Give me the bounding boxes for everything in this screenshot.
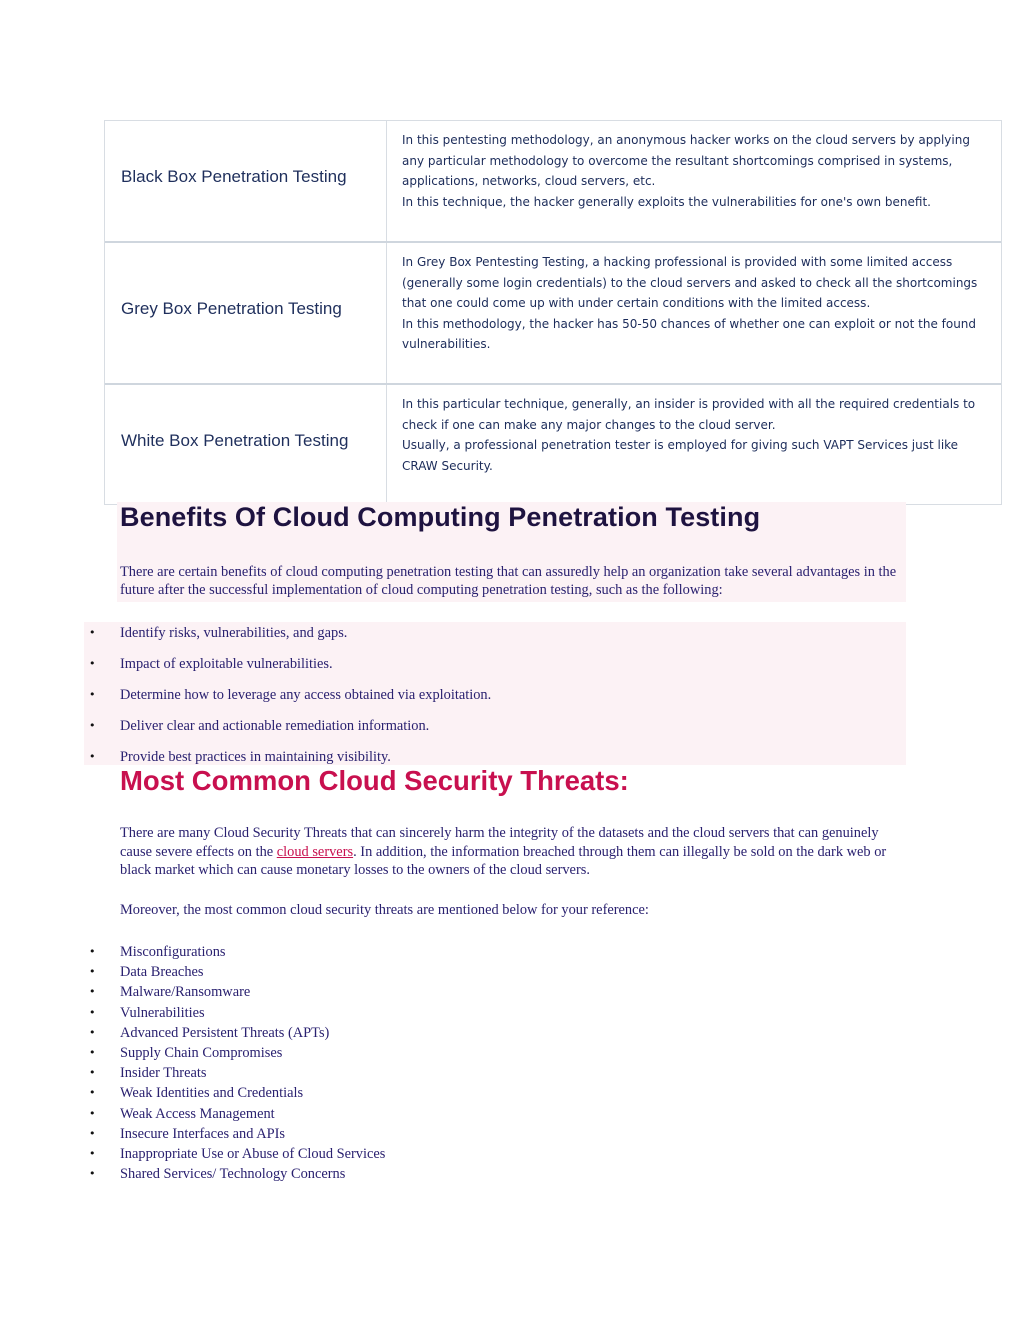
list-item: • Vulnerabilities: [84, 1004, 385, 1024]
description-line: In this pentesting methodology, an anonymous hacker works on the cloud servers by applying any particular methodology to overcome the resultant shortcomings comprised in systems, applications, networks, cloud servers, etc.: [402, 133, 970, 188]
testing-type-description: [387, 121, 1001, 241]
list-item: • Insecure Interfaces and APIs: [84, 1125, 385, 1145]
list-item: • Malware/Ransomware: [84, 983, 385, 1003]
list-item: • Advanced Persistent Threats (APTs): [84, 1024, 385, 1044]
description-line: In Grey Box Pentesting Testing, a hacking professional is provided with some limited access (generally some login credentials) to the cloud servers and asked to check all the shortcomings that one could come up with under certain conditions with the limited access.: [402, 255, 978, 310]
testing-type-name: Grey Box Penetration Testing: [105, 243, 387, 383]
threats-heading: Most Common Cloud Security Threats:: [120, 765, 629, 796]
benefits-heading: Benefits Of Cloud Computing Penetration Testing: [120, 502, 761, 532]
list-item: • Impact of exploitable vulnerabilities.: [84, 655, 491, 686]
penetration-testing-table: [104, 120, 1002, 505]
description-line: Usually, a professional penetration tester is employed for giving such VAPT Services just like CRAW Security.: [402, 438, 959, 473]
list-item: • Supply Chain Compromises: [84, 1044, 385, 1064]
list-item: • Weak Identities and Credentials: [84, 1084, 385, 1104]
description-line: In this particular technique, generally, an insider is provided with all the required credentials to check if one can make any major changes to the cloud server.: [402, 397, 976, 432]
list-item: • Inappropriate Use or Abuse of Cloud Services: [84, 1145, 385, 1165]
table-row: [105, 121, 1001, 241]
list-item: • Data Breaches: [84, 963, 385, 983]
threats-reference-text: Moreover, the most common cloud security threats are mentioned below for your reference:: [120, 902, 649, 918]
list-item: • Insider Threats: [84, 1064, 385, 1084]
table-row: [105, 241, 1001, 383]
list-item: • Determine how to leverage any access obtained via exploitation.: [84, 686, 491, 717]
benefits-list: [84, 624, 491, 779]
list-item: • Weak Access Management: [84, 1105, 385, 1125]
threats-intro: There are many Cloud Security Threats that can sincerely harm the integrity of the datasets and the cloud servers that can genuinely cause severe effects on the cloud servers. In addition, the information breached through them can illegally be sold on the dark web or black market which can cause monetary losses to the owners of the cloud servers.: [120, 825, 887, 878]
list-item: • Provide best practices in maintaining visibility.: [84, 748, 491, 779]
table-row: [105, 383, 1001, 504]
threats-list: [84, 943, 385, 1185]
list-item: • Deliver clear and actionable remediation information.: [84, 717, 491, 748]
cloud-servers-link[interactable]: cloud servers: [276, 843, 354, 860]
description-line: In this methodology, the hacker has 50-50 chances of whether one can exploit or not the found vulnerabilities.: [402, 316, 977, 351]
list-item: • Shared Services/ Technology Concerns: [84, 1165, 385, 1185]
list-item: • Misconfigurations: [84, 943, 385, 963]
description-line: In this technique, the hacker generally exploits the vulnerabilities for one's own benefit.: [402, 194, 931, 209]
testing-type-description: [387, 243, 1001, 383]
testing-type-description: [387, 385, 1001, 504]
benefits-intro: There are certain benefits of cloud computing penetration testing that can assuredly help an organization take several advantages in the future after the successful implementation of cloud computing penetration testing, such as the following:: [120, 564, 897, 598]
testing-type-name: White Box Penetration Testing: [105, 385, 387, 504]
list-item: • Identify risks, vulnerabilities, and gaps.: [84, 624, 491, 655]
testing-type-name: Black Box Penetration Testing: [105, 121, 387, 241]
